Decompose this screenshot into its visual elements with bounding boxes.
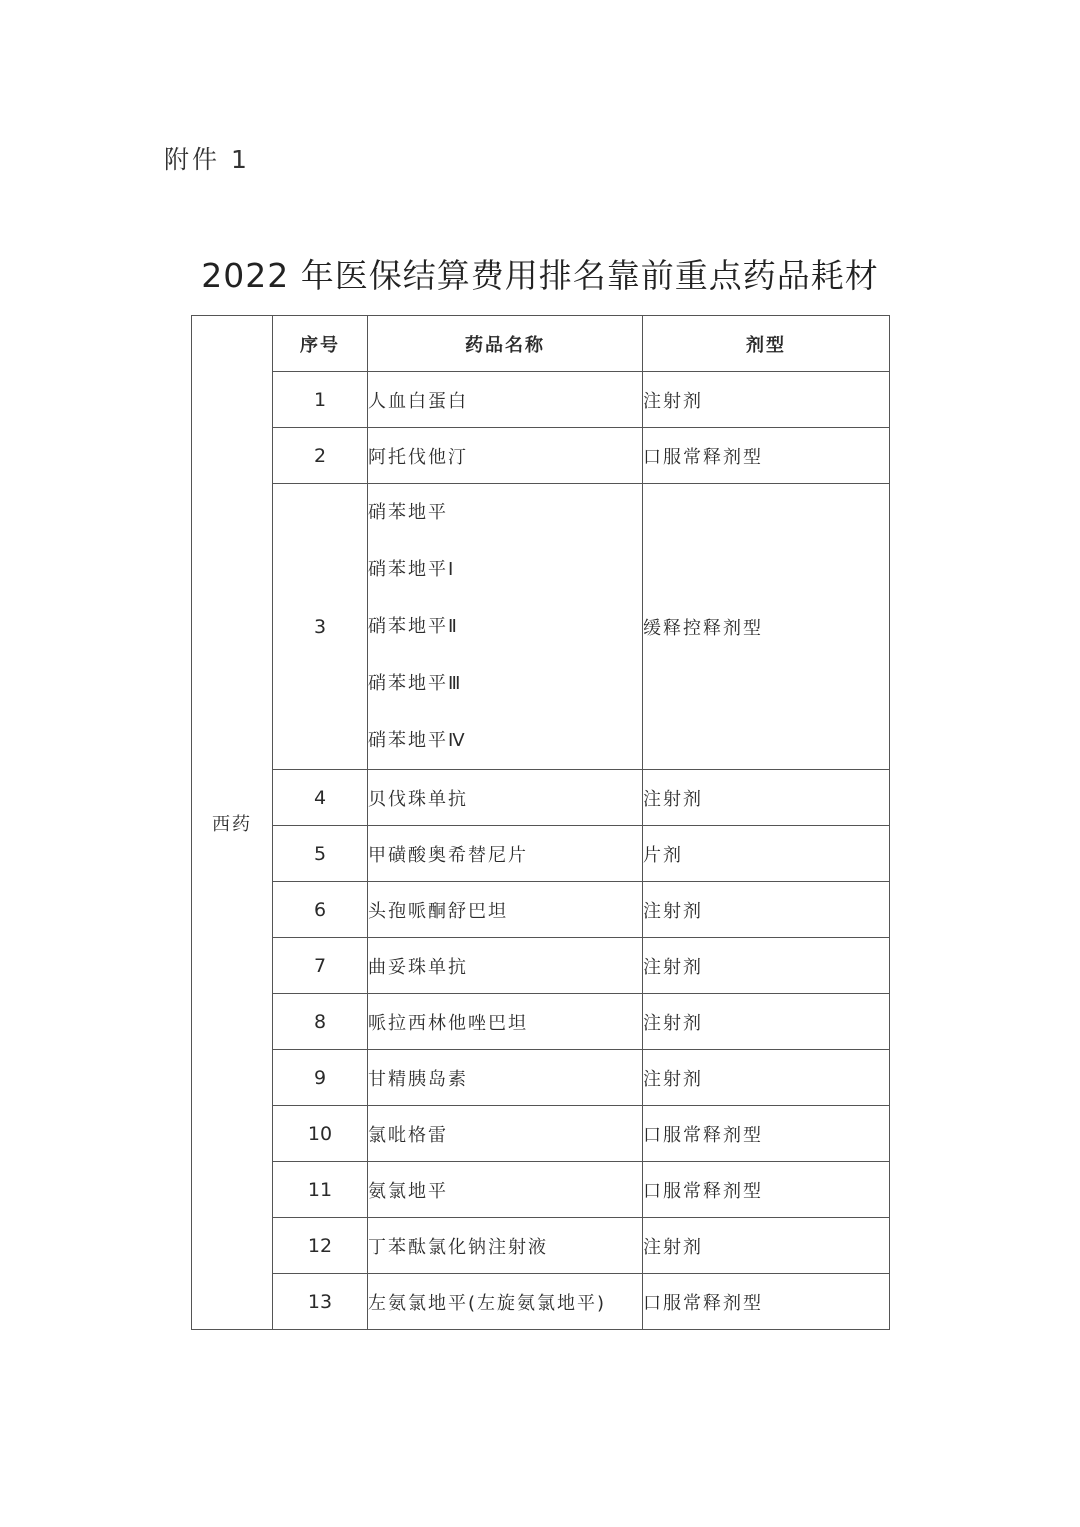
dosage-form-cell: 口服常释剂型 xyxy=(643,428,890,484)
table-row xyxy=(192,372,890,428)
drug-name-cell: 丁苯酞氯化钠注射液 xyxy=(368,1218,643,1274)
table-row xyxy=(192,1050,890,1106)
seq-cell: 3 xyxy=(273,484,368,770)
drug-name-cell: 头孢哌酮舒巴坦 xyxy=(368,882,643,938)
drug-name-cell: 氯吡格雷 xyxy=(368,1106,643,1162)
dosage-form-cell: 口服常释剂型 xyxy=(643,1162,890,1218)
header-form: 剂型 xyxy=(643,316,890,372)
dosage-form-cell: 注射剂 xyxy=(643,1218,890,1274)
table-row xyxy=(192,1218,890,1274)
seq-cell: 13 xyxy=(273,1274,368,1330)
dosage-form-cell: 口服常释剂型 xyxy=(643,1106,890,1162)
dosage-form-cell: 注射剂 xyxy=(643,994,890,1050)
table-row xyxy=(192,826,890,882)
table-row xyxy=(192,1162,890,1218)
dosage-form-cell: 口服常释剂型 xyxy=(643,1274,890,1330)
drug-name-cell: 人血白蛋白 xyxy=(368,372,643,428)
dosage-form-cell: 片剂 xyxy=(643,826,890,882)
seq-cell: 7 xyxy=(273,938,368,994)
dosage-form-cell: 注射剂 xyxy=(643,1050,890,1106)
seq-cell: 2 xyxy=(273,428,368,484)
table-row xyxy=(192,882,890,938)
seq-cell: 12 xyxy=(273,1218,368,1274)
attachment-label: 附件 1 xyxy=(164,145,250,174)
drug-name-line: 硝苯地平Ⅰ xyxy=(368,559,456,580)
document-title: 2022 年医保结算费用排名靠前重点药品耗材 xyxy=(201,256,879,295)
drug-name-cell: 左氨氯地平(左旋氨氯地平) xyxy=(368,1274,643,1330)
drug-name-cell: 甘精胰岛素 xyxy=(368,1050,643,1106)
table-row xyxy=(192,938,890,994)
drug-name-line: 硝苯地平Ⅱ xyxy=(368,616,459,637)
seq-cell: 5 xyxy=(273,826,368,882)
table-row xyxy=(192,994,890,1050)
seq-cell: 10 xyxy=(273,1106,368,1162)
table-row xyxy=(192,1106,890,1162)
drug-name-cell: 哌拉西林他唑巴坦 xyxy=(368,994,643,1050)
dosage-form-cell: 注射剂 xyxy=(643,938,890,994)
seq-cell: 9 xyxy=(273,1050,368,1106)
drug-name-cell: 甲磺酸奥希替尼片 xyxy=(368,826,643,882)
drug-name-cell xyxy=(368,484,643,770)
seq-cell: 6 xyxy=(273,882,368,938)
drug-name-cell: 阿托伐他汀 xyxy=(368,428,643,484)
drug-name-line: 硝苯地平Ⅳ xyxy=(368,730,467,751)
dosage-form-cell: 注射剂 xyxy=(643,882,890,938)
drug-name-cell: 贝伐珠单抗 xyxy=(368,770,643,826)
header-seq: 序号 xyxy=(273,316,368,372)
seq-cell: 1 xyxy=(273,372,368,428)
drug-name-line: 硝苯地平Ⅲ xyxy=(368,673,463,694)
seq-cell: 8 xyxy=(273,994,368,1050)
table-row xyxy=(192,428,890,484)
table-row xyxy=(192,770,890,826)
drug-name-cell: 氨氯地平 xyxy=(368,1162,643,1218)
table-row xyxy=(192,484,890,770)
drug-name-line: 硝苯地平 xyxy=(368,502,448,523)
header-row xyxy=(192,316,890,372)
header-name: 药品名称 xyxy=(368,316,643,372)
seq-cell: 11 xyxy=(273,1162,368,1218)
seq-cell: 4 xyxy=(273,770,368,826)
category-cell: 西药 xyxy=(192,316,273,1330)
drug-name-cell: 曲妥珠单抗 xyxy=(368,938,643,994)
dosage-form-cell: 注射剂 xyxy=(643,770,890,826)
table-row xyxy=(192,1274,890,1330)
table-body xyxy=(192,316,890,1330)
dosage-form-cell: 注射剂 xyxy=(643,372,890,428)
drug-table xyxy=(191,315,890,1330)
dosage-form-cell: 缓释控释剂型 xyxy=(643,484,890,770)
